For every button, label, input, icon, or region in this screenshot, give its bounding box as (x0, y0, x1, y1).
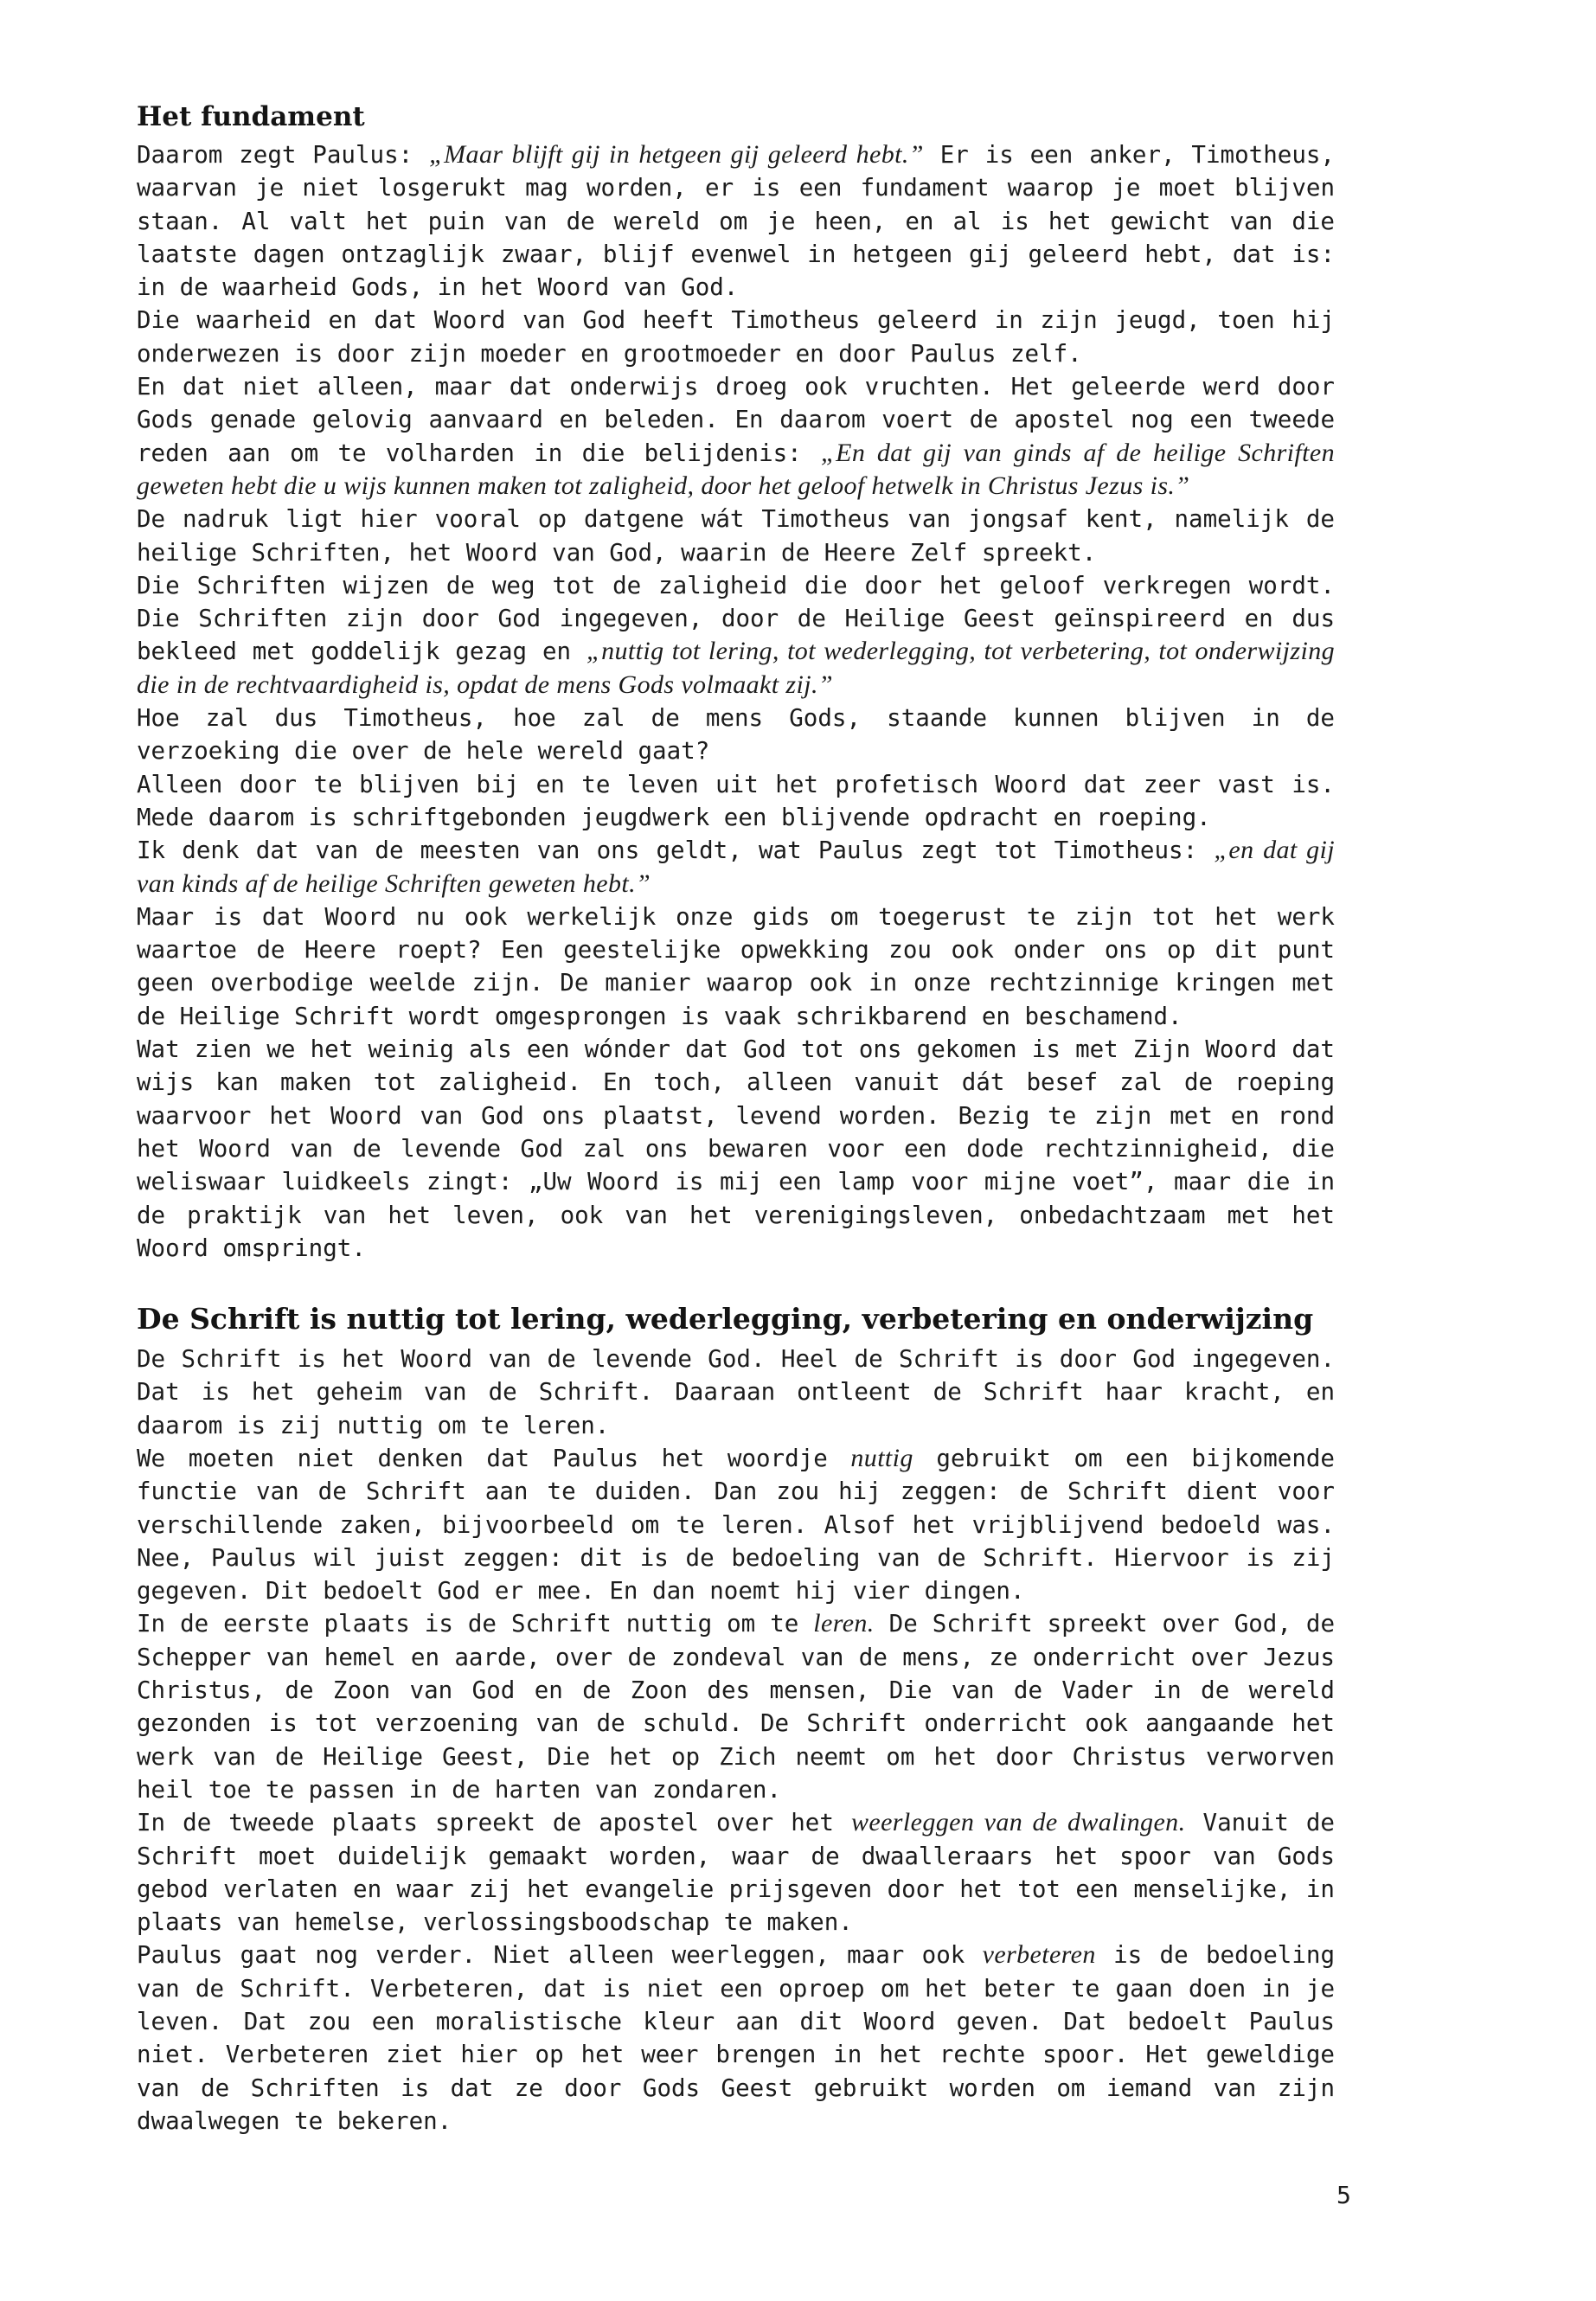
section-text (137, 1343, 1335, 2138)
page-body (137, 95, 1335, 2138)
paragraph (137, 1343, 1335, 1442)
section-heading: De Schrift is nuttig tot lering, wederlegging, verbetering en onderwijzing (137, 1302, 1314, 1336)
italic-text: „En dat gij van ginds af de heilige Schriften geweten hebt die u wijs kunnen maken tot zaligheid, door het geloof hetwelk in Christus Jezus is.” (137, 438, 1335, 500)
paragraph (137, 304, 1335, 370)
text-run: Paulus gaat nog verder. Niet alleen weerleggen, maar ook (137, 1941, 983, 1970)
italic-text: weerleggen van de dwalingen. (850, 1808, 1186, 1837)
paragraph (137, 834, 1335, 901)
text-run: Alleen door te blijven bij en te leven uit het profetisch Woord dat zeer vast is. Mede daarom is schriftgebonden jeugdwerk een blijvende opdracht en roeping. (137, 770, 1335, 831)
text-run: Wat zien we het weinig als een wónder dat God tot ons gekomen is met Zijn Woord dat wijs kan maken tot zaligheid. En toch, alleen vanuit dát besef zal de roeping waarvoor het Woord van God ons plaatst, levend worden. Bezig te zijn met en rond het Woord van de levende God zal ons bewaren voor een dode rechtzinnigheid, die weliswaar luidkeels zingt: „Uw Woord is mij een lamp voor mijne voet”, maar die in de praktijk van het leven, ook van het verenigingsleven, onbedachtzaam met het Woord omspringt. (137, 1035, 1335, 1262)
paragraph (137, 138, 1335, 304)
paragraph (137, 1442, 1335, 1607)
text-run: Die Schriften wijzen de weg tot de zaligheid die door het geloof verkregen wordt. Die Schriften zijn door God ingegeven, door de Heilige Geest geïnspireerd en dus bekleed met goddelijk gezag en (137, 571, 1335, 666)
section-het-fundament (137, 95, 1335, 1265)
section-text (137, 138, 1335, 1265)
paragraph (137, 569, 1335, 702)
text-run: Er is een anker, Timotheus, waarvan je niet losgerukt mag worden, er is een fundament waarop je moet blijven staan. Al valt het puin van de wereld om je heen, en al is het gewicht van die laatste dagen ontzaglijk zwaar, blijf evenwel in hetgeen gij geleerd hebt, dat is: in de waarheid Gods, in het Woord van God. (137, 141, 1335, 302)
text-run: De Schrift is het Woord van de levende God. Heel de Schrift is door God ingegeven. Dat is het geheim van de Schrift. Daaraan ontleent de Schrift haar kracht, en daarom is zij nuttig om te leren. (137, 1345, 1335, 1439)
text-run: We moeten niet denken dat Paulus het woordje (137, 1444, 851, 1472)
paragraph (137, 768, 1335, 835)
text-run: In de tweede plaats spreekt de apostel over het (137, 1809, 851, 1837)
paragraph (137, 503, 1335, 569)
italic-text: „Maar blijft gij in hetgeen gij geleerd hebt.” (429, 140, 924, 169)
paragraph (137, 370, 1335, 503)
text-run: Daarom zegt Paulus: (137, 141, 430, 169)
section-heading: Het fundament (137, 101, 365, 132)
paragraph (137, 1806, 1335, 1939)
paragraph (137, 1607, 1335, 1806)
paragraph (137, 1939, 1335, 2138)
text-run: In de eerste plaats is de Schrift nuttig om te (137, 1610, 814, 1638)
text-run: is de bedoeling van de Schrift. Verbeteren, dat is niet een oproep om het beter te gaan doen in je leven. Dat zou een moralistische kleur aan dit Woord geven. Dat bedoelt Paulus niet. Verbeteren ziet hier op het weer brengen in het rechte spoor. Het geweldige van de Schriften is dat ze door Gods Geest gebruikt worden om iemand van zijn dwaalwegen te bekeren. (137, 1941, 1336, 2135)
text-run: Die waarheid en dat Woord van God heeft Timotheus geleerd in zijn jeugd, toen hij onderwezen is door zijn moeder en grootmoeder en door Paulus zelf. (137, 306, 1335, 368)
italic-text: nuttig (850, 1443, 913, 1472)
text-run: Hoe zal dus Timotheus, hoe zal de mens Gods, staande kunnen blijven in de verzoeking die over de hele wereld gaat? (137, 704, 1335, 766)
text-run: Maar is dat Woord nu ook werkelijk onze gids om toegerust te zijn tot het werk waartoe de Heere roept? Een geestelijke opwekking zou ook onder ons op dit punt geen overbodige weelde zijn. De manier waarop ook in onze rechtzinnige kringen met de Heilige Schrift wordt omgesprongen is vaak schrikbarend en beschamend. (137, 902, 1335, 1030)
page-number: 5 (1336, 2181, 1351, 2209)
section-de-schrift-is-nuttig (137, 1296, 1335, 2138)
text-run: De nadruk ligt hier vooral op datgene wát Timotheus van jongsaf kent, namelijk de heilige Schriften, het Woord van God, waarin de Heere Zelf spreekt. (137, 505, 1335, 567)
italic-text: „en dat gij van kinds af de heilige Schriften geweten hebt.” (137, 836, 1335, 898)
italic-text: verbeteren (982, 1940, 1096, 1970)
text-run: Ik denk dat van de meesten van ons geldt, wat Paulus zegt tot Timotheus: (137, 836, 1215, 865)
text-run: De Schrift spreekt over God, de Schepper van hemel en aarde, over de zondeval van de mens, ze onderricht over Jezus Christus, de Zoon van God en de Zoon des mensen, Die van de Vader in de wereld gezonden is tot verzoening van de schuld. De Schrift onderricht ook aangaande het werk van de Heilige Geest, Die het op Zich neemt om het door Christus verworven heil toe te passen in de harten van zondaren. (137, 1610, 1335, 1804)
italic-text: „nuttig tot lering, tot wederlegging, tot verbetering, tot onderwijzing die in de rechtvaardigheid is, opdat de mens Gods volmaakt zij.” (137, 637, 1335, 699)
paragraph (137, 702, 1335, 768)
text-run: En dat niet alleen, maar dat onderwijs droeg ook vruchten. Het geleerde werd door Gods genade gelovig aanvaard en beleden. En daarom voert de apostel nog een tweede reden aan om te volharden in die belijdenis: (137, 373, 1335, 467)
text-run: gebruikt om een bijkomende functie van de Schrift aan te duiden. Dan zou hij zeggen: de Schrift dient voor verschillende zaken, bijvoorbeeld om te leren. Alsof het vrijblijvend bedoeld was. Nee, Paulus wil juist zeggen: dit is de bedoeling van de Schrift. Hiervoor is zij gegeven. Dit bedoelt God er mee. En dan noemt hij vier dingen. (137, 1444, 1335, 1606)
paragraph (137, 1033, 1335, 1265)
text-run: Vanuit de Schrift moet duidelijk gemaakt worden, waar de dwaalleraars het spoor van Gods gebod verlaten en waar zij het evangelie prijsgeven door het tot een menselijke, in plaats van hemelse, verlossingsboodschap te maken. (137, 1809, 1335, 1937)
paragraph (137, 901, 1335, 1033)
italic-text: leren. (813, 1609, 875, 1638)
